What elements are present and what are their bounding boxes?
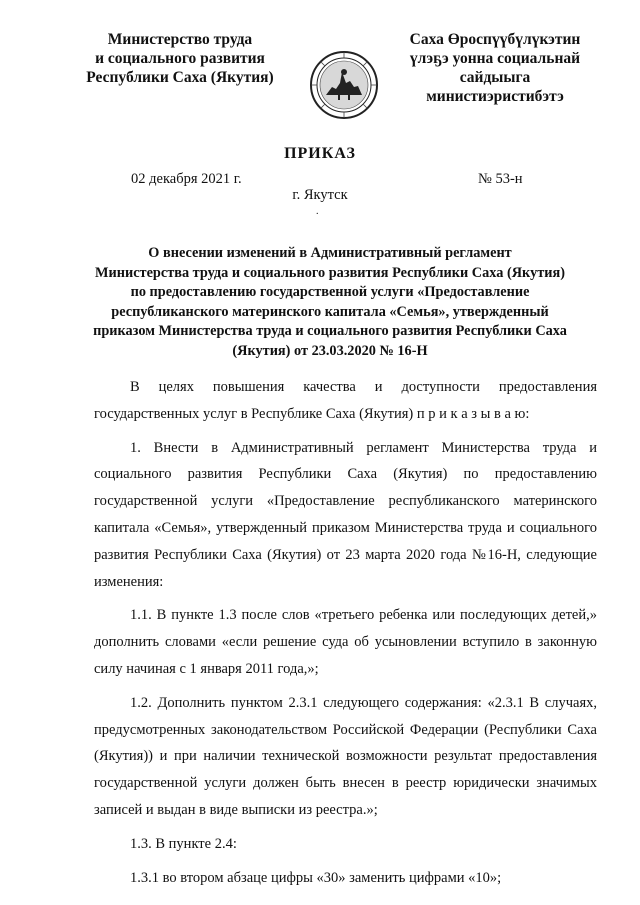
- paragraph-item-1: 1. Внести в Административный регламент Министерства труда и социального развития Республики Саха (Якутия) по предоставлению государственной услуги «Предоставление республиканского материнского капитала «Семья», утвержденный приказом Министерства труда и социального развития Республики Саха (Якутия) от 23 марта 2020 года №16-Н, следующие изменения:: [94, 439, 597, 590]
- subject-line: республиканского материнского капитала «Семья», утвержденный: [111, 303, 549, 320]
- header-line: сайдыыга министиэристибэтэ: [426, 69, 564, 105]
- order-subject: [80, 244, 580, 362]
- paragraph-item-1-2: 1.2. Дополнить пунктом 2.3.1 следующего содержания: «2.3.1 В случаях, предусмотренных законодательством Российской Федерации (Республики Саха (Якутия)) и при наличии технической возможности результат предоставления государственной услуги должен быть внесен в реестр юридически значимых записей и выдан в виде выписки из реестра.»;: [94, 694, 597, 818]
- order-city: г. Якутск: [292, 187, 348, 203]
- subject-line: приказом Министерства труда и социального развития Республики Саха: [93, 323, 567, 340]
- header-line: Саха Өроспүүбүлүкэтин: [409, 31, 581, 48]
- header-line: үлэҕэ уонна социальнай: [409, 50, 581, 67]
- subject-line: Министерства труда и социального развития Республики Саха (Якутия): [95, 264, 565, 281]
- order-body: [94, 374, 597, 891]
- coat-of-arms-icon: [309, 50, 379, 120]
- header-line: Министерство труда: [107, 31, 253, 48]
- header-line: и социального развития: [95, 50, 265, 67]
- document-title: ПРИКАЗ: [284, 145, 356, 162]
- preamble-paragraph: В целях повышения качества и доступности предоставления государственных услуг в Республике Саха (Якутия) п р и к а з ы в а ю:: [94, 379, 597, 422]
- ministry-name-yakut: [390, 30, 600, 106]
- header-line: Республики Саха (Якутия): [86, 69, 274, 86]
- subject-line: по предоставлению государственной услуги «Предоставление: [130, 284, 530, 301]
- subject-line: (Якутия) от 23.03.2020 № 16-Н: [232, 342, 428, 359]
- subject-line: О внесении изменений в Административный регламент: [148, 245, 512, 261]
- paragraph-item-1-1: 1.1. В пункте 1.3 после слов «третьего ребенка или последующих детей,» дополнить словами «если решение суда об усыновлении вступило в законную силу начиная с 1 января 2011 года,»;: [94, 607, 597, 677]
- order-number: № 53-н: [478, 171, 523, 187]
- stray-mark: .: [316, 206, 319, 217]
- paragraph-item-1-3: 1.3. В пункте 2.4:: [130, 835, 237, 852]
- order-date: 02 декабря 2021 г.: [131, 171, 242, 187]
- ministry-name-russian: [80, 30, 280, 87]
- paragraph-item-1-3-1: 1.3.1 во втором абзаце цифры «30» заменить цифрами «10»;: [130, 869, 502, 886]
